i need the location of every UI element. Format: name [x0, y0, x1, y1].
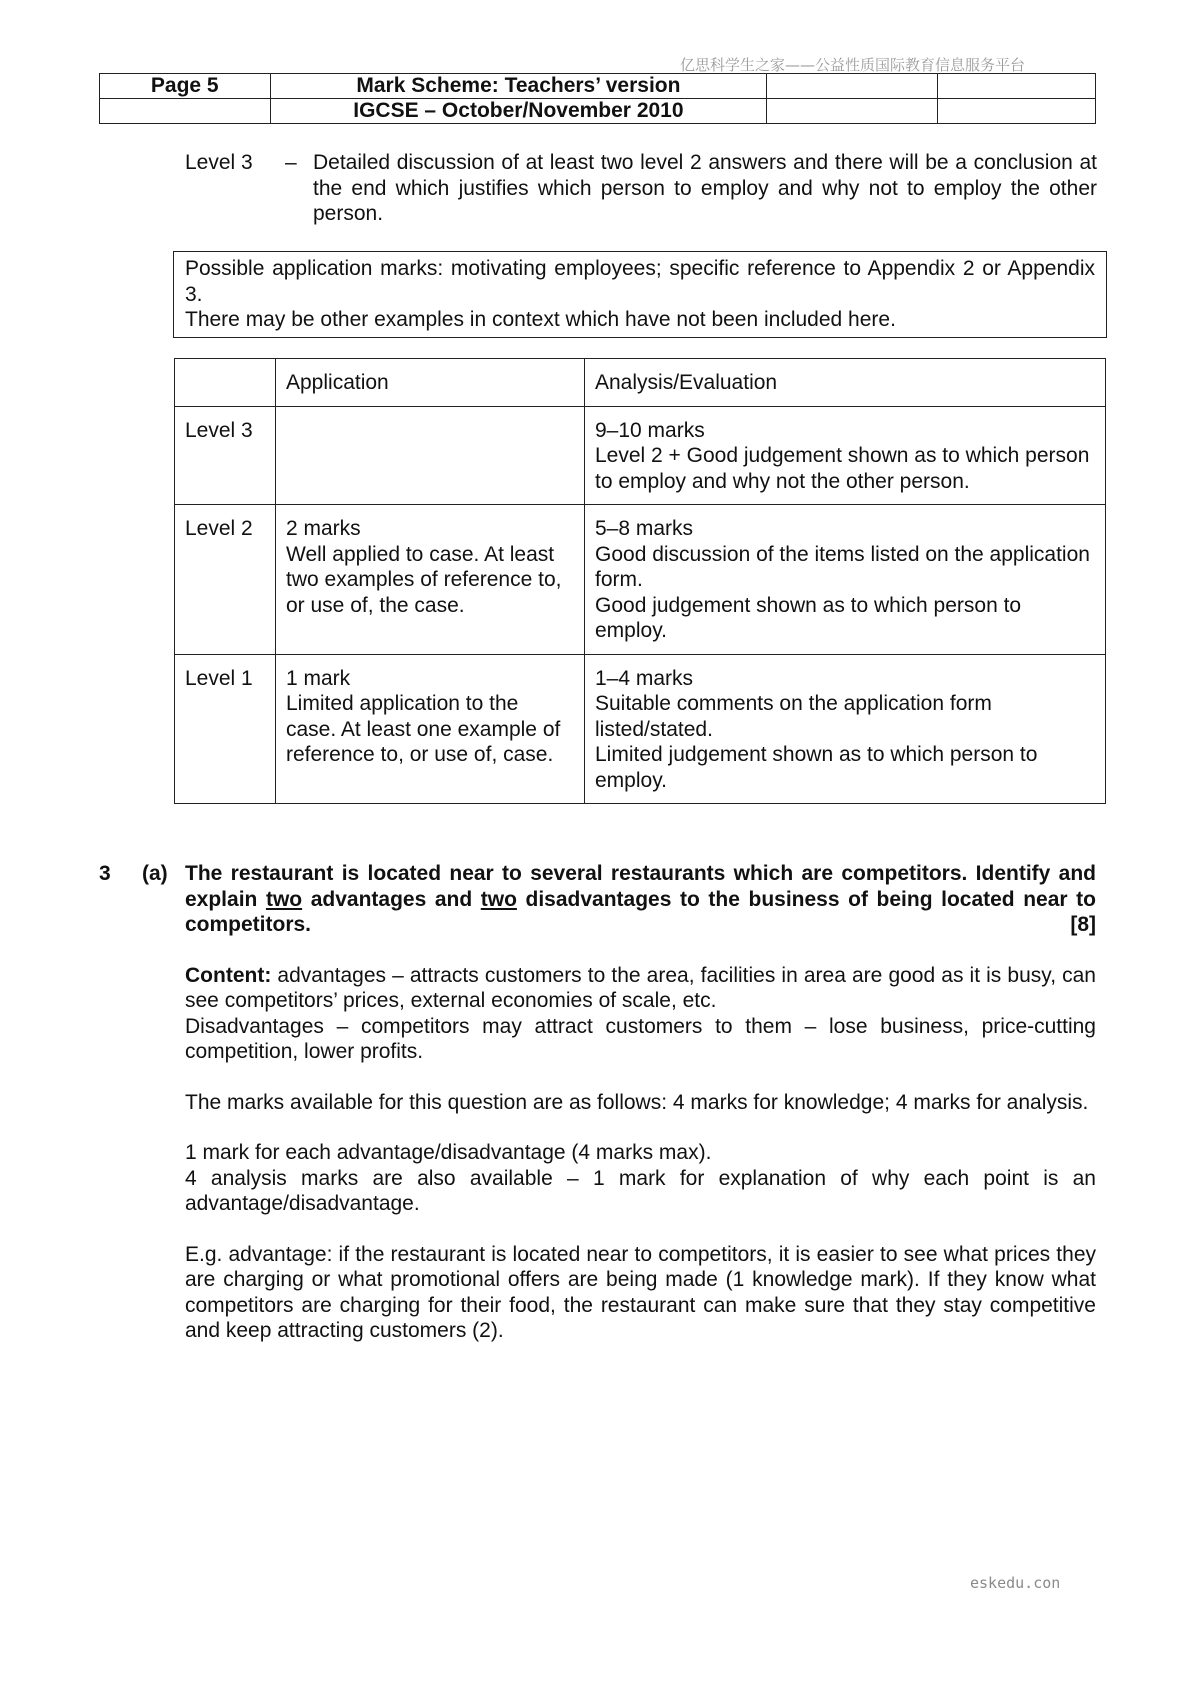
analysis-cell	[585, 654, 1106, 804]
table-header-cell: Application	[276, 359, 585, 407]
mark-rule: 4 analysis marks are also available – 1 mark for explanation of why each point is an advantage/disadvantage.	[185, 1166, 1096, 1215]
question-number: 3	[99, 862, 111, 885]
cell-line: 9–10 marks	[595, 418, 705, 442]
table-header-row	[175, 359, 1106, 407]
document-title: Mark Scheme: Teachers’ version	[270, 74, 767, 99]
cell-line: Good discussion of the items listed on the application form.	[595, 542, 1090, 591]
level-label: Level 3	[185, 151, 253, 174]
header-blank-cell	[100, 99, 271, 124]
application-cell	[276, 654, 585, 804]
table-row	[175, 505, 1106, 655]
emphasis-two: two	[265, 887, 303, 911]
levels-table	[174, 358, 1106, 804]
example-paragraph: E.g. advantage: if the restaurant is located near to competitors, it is easier to see what prices they are charging or what promotional offers are being made (1 knowledge mark). If they know what competitors are charging for their food, the restaurant can make sure that they stay competitive and keep attracting customers (2).	[185, 1242, 1096, 1342]
analysis-cell	[585, 505, 1106, 655]
cell-line: 2 marks	[286, 517, 361, 540]
question-text: The restaurant is located near to several restaurants which are competitors. Identify and explain two advantages and two disadvantages to the business of being located near to competitors. [8]	[185, 862, 1096, 936]
cell-line: Limited judgement shown as to which person to employ.	[595, 743, 1038, 792]
cell-line: Limited application to the case. At least one example of reference to, or use of, case.	[286, 692, 561, 766]
level-description: Detailed discussion of at least two level 2 answers and there will be a conclusion at the end which justifies which person to employ and why not to employ the other person.	[313, 151, 1097, 225]
cell-line: Level 2 + Good judgement shown as to which person to employ and why not the other person.	[595, 444, 1090, 493]
header-blank-cell	[937, 74, 1095, 99]
footer-watermark: eskedu.con	[970, 1574, 1061, 1592]
level-cell: Level 1	[175, 654, 276, 804]
table-row	[175, 406, 1106, 505]
application-cell	[276, 505, 585, 655]
question-marks: [8]	[1070, 913, 1096, 936]
analysis-cell	[585, 406, 1106, 505]
dash: –	[285, 151, 297, 174]
cell-line: 1 mark	[286, 666, 351, 690]
application-marks-text: Possible application marks: motivating employees; specific reference to Appendix 2 or Appendix 3.	[185, 257, 1095, 306]
page-header-table	[99, 73, 1096, 124]
table-header-cell: Analysis/Evaluation	[585, 359, 1106, 407]
watermark: 亿思科学生之家——公益性质国际教育信息服务平台	[680, 56, 1026, 74]
content-label: Content:	[185, 963, 272, 987]
header-blank-cell	[937, 99, 1095, 124]
application-marks-box	[173, 251, 1107, 338]
header-blank-cell	[767, 74, 937, 99]
question-part: (a)	[142, 862, 168, 885]
table-header-cell	[175, 359, 276, 407]
cell-line: 5–8 marks	[595, 517, 694, 540]
content-paragraph	[185, 963, 1096, 1065]
exam-session: IGCSE – October/November 2010	[270, 99, 767, 124]
level-cell: Level 2	[175, 505, 276, 655]
page-number: Page 5	[100, 74, 271, 99]
emphasis-two: two	[480, 887, 517, 911]
level-cell: Level 3	[175, 406, 276, 505]
question-body	[185, 861, 1096, 1344]
disadvantages-text: Disadvantages – competitors may attract customers to them – lose business, price-cutting competition, lower profits.	[185, 1014, 1096, 1063]
cell-line: 1–4 marks	[595, 666, 694, 690]
cell-line: Suitable comments on the application form listed/stated.	[595, 692, 992, 741]
application-marks-note: There may be other examples in context which have not been included here.	[185, 308, 896, 331]
header-blank-cell	[767, 99, 937, 124]
mark-rule: 1 mark for each advantage/disadvantage (4 marks max).	[185, 1141, 712, 1164]
mark-allocation-paragraph	[185, 1140, 1096, 1217]
content-text: advantages – attracts customers to the area, facilities in area are good as it is busy, can see competitors’ prices, external economies of scale, etc.	[185, 963, 1096, 1012]
cell-line: Good judgement shown as to which person to employ.	[595, 593, 1022, 642]
marks-available-paragraph: The marks available for this question are as follows: 4 marks for knowledge; 4 marks for analysis.	[185, 1090, 1089, 1114]
cell-line: Well applied to case. At least two examples of reference to, or use of, the case.	[286, 542, 562, 617]
application-cell	[276, 406, 585, 505]
table-row	[175, 654, 1106, 804]
